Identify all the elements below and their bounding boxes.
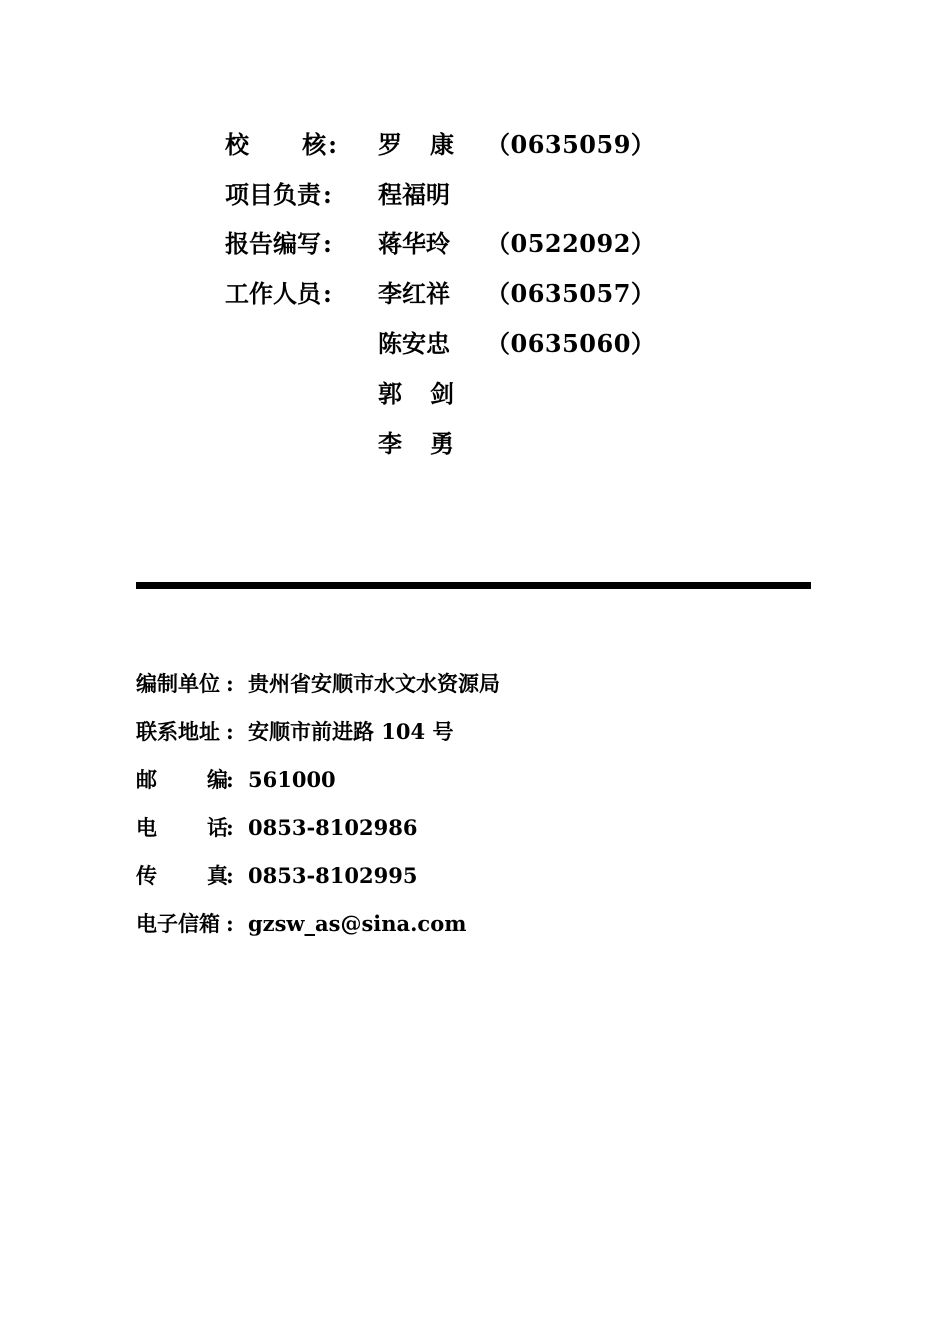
contact-label [136,765,228,795]
label-text: 项目负责 [225,180,321,209]
label-colon: : [323,180,332,209]
staff-name [378,227,454,261]
label-colon: : [328,130,337,159]
contact-value: 安顺市前进路 104 号 [248,719,454,744]
label-char: 话 [207,815,228,840]
name-char: 剑 [430,379,454,408]
contact-label [136,717,228,747]
label-text: 工作人员 [225,279,321,308]
label-text: 编制单位 [136,671,220,696]
staff-name [378,377,454,411]
contact-value: 561000 [248,767,336,792]
staff-name [378,128,454,162]
label-char: 核 [302,130,327,159]
horizontal-divider [136,582,811,589]
staff-label [225,128,337,162]
name-char: 罗 [378,130,402,159]
label-colon: : [226,767,234,792]
staff-code: （0635057） [486,279,656,308]
name-text: 蒋华玲 [378,229,450,258]
label-colon: : [323,279,332,308]
name-char: 勇 [430,429,454,458]
name-char: 李 [378,429,402,458]
contact-label [136,813,228,843]
label-char: 校 [225,130,249,159]
staff-name [378,277,454,311]
contact-value: 贵州省安顺市水文水资源局 [248,671,500,696]
contact-label [136,669,228,699]
staff-label [225,227,337,261]
label-colon: : [226,863,234,888]
label-text: 电子信箱 [136,911,220,936]
staff-name [378,427,454,461]
label-colon: : [226,815,234,840]
name-text: 李红祥 [378,279,450,308]
label-text: 报告编写 [225,229,321,258]
label-colon: : [226,671,234,696]
name-text: 程福明 [378,180,450,209]
staff-code: （0635059） [486,130,656,159]
staff-name [378,327,454,361]
contact-label [136,861,228,891]
staff-name [378,178,454,212]
contact-value: 0853-8102995 [248,863,418,888]
staff-label [225,277,337,311]
label-char: 传 [136,863,157,888]
label-text: 联系地址 [136,719,220,744]
staff-code: （0635060） [486,329,656,358]
name-char: 康 [430,130,454,159]
label-colon: : [226,911,234,936]
label-char: 电 [136,815,157,840]
label-char: 编 [207,767,228,792]
label-colon: : [226,719,234,744]
label-char: 真 [207,863,228,888]
label-colon: : [323,229,332,258]
label-char: 邮 [136,767,157,792]
staff-label [225,178,337,212]
contact-email: gzsw_as@sina.com [248,911,467,936]
name-char: 郭 [378,379,402,408]
name-text: 陈安忠 [378,329,450,358]
contact-label [136,909,228,939]
staff-code: （0522092） [486,229,656,258]
contact-value: 0853-8102986 [248,815,418,840]
